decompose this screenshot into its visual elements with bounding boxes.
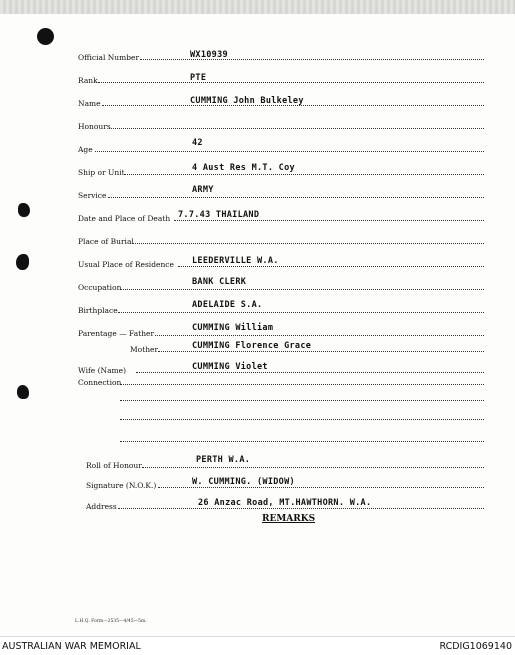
punch-hole-mark <box>37 28 54 45</box>
dotted-line <box>118 508 484 509</box>
service-row <box>78 185 484 199</box>
honours-label: Honours <box>78 121 111 131</box>
service-value: ARMY <box>192 184 214 195</box>
occupation-row <box>78 277 484 291</box>
official-number-value: WX10939 <box>190 49 228 60</box>
signature-label: Signature (N.O.K.) <box>86 480 157 490</box>
mother-value: CUMMING Florence Grace <box>192 340 312 351</box>
honours-row <box>78 116 484 130</box>
roll-of-honour-row <box>86 455 484 469</box>
dotted-line <box>98 82 484 83</box>
dotted-line <box>120 289 484 290</box>
father-value: CUMMING William <box>192 322 274 333</box>
usual-residence-label: Usual Place of Residence <box>78 259 174 269</box>
birthplace-row <box>78 300 484 314</box>
dotted-line <box>133 243 484 244</box>
usual-residence-row <box>78 254 484 268</box>
rank-value: PTE <box>190 72 207 83</box>
dotted-line <box>158 487 484 488</box>
dotted-line <box>174 220 484 221</box>
dotted-line <box>158 351 484 352</box>
remarks-heading: REMARKS <box>262 514 316 524</box>
date-place-death-value: 7.7.43 THAILAND <box>178 209 260 220</box>
service-label: Service <box>78 190 107 200</box>
signature-row <box>86 475 484 489</box>
birthplace-label: Birthplace <box>78 305 118 315</box>
blank-dotted-line <box>120 419 484 420</box>
dotted-line <box>109 128 484 129</box>
dotted-line <box>124 174 484 175</box>
name-row <box>78 93 484 107</box>
punch-hole-mark <box>16 254 29 270</box>
name-value: CUMMING John Bulkeley <box>190 95 304 106</box>
roll-of-honour-label: Roll of Honour <box>86 460 142 470</box>
age-row <box>78 139 484 153</box>
date-place-death-row <box>78 208 484 222</box>
rank-row <box>78 70 484 84</box>
connection-row <box>78 372 484 386</box>
place-of-burial-row <box>78 231 484 245</box>
dotted-line <box>95 151 484 152</box>
dotted-line <box>120 384 484 385</box>
occupation-value: BANK CLERK <box>192 276 247 287</box>
place-of-burial-label: Place of Burial <box>78 236 134 246</box>
ship-or-unit-label: Ship or Unit <box>78 167 125 177</box>
footer-record-id: RCDIG1069140 <box>439 641 512 652</box>
footer-archive-name: AUSTRALIAN WAR MEMORIAL <box>2 641 141 652</box>
address-label: Address <box>86 501 117 511</box>
mother-row <box>130 339 484 353</box>
father-label: Parentage — Father <box>78 328 155 338</box>
signature-value: W. CUMMING. (WIDOW) <box>192 476 295 487</box>
roll-of-honour-value: PERTH W.A. <box>196 454 251 465</box>
dotted-line <box>155 335 484 336</box>
punch-hole-mark <box>18 203 30 217</box>
dotted-line <box>108 197 484 198</box>
scan-edge-strip <box>0 0 515 14</box>
occupation-label: Occupation <box>78 282 122 292</box>
usual-residence-value: LEEDERVILLE W.A. <box>192 255 279 266</box>
wife-label: Wife (Name) <box>78 365 127 375</box>
form-code: L.H.Q. Form—2535—4/45—5m. <box>75 619 147 624</box>
ship-or-unit-row <box>78 162 484 176</box>
connection-label: Connection <box>78 377 122 387</box>
dotted-line <box>142 467 484 468</box>
mother-label: Mother <box>130 344 159 354</box>
address-value: 26 Anzac Road, MT.HAWTHORN. W.A. <box>198 497 372 508</box>
ship-or-unit-value: 4 Aust Res M.T. Coy <box>192 162 295 173</box>
dotted-line <box>178 266 484 267</box>
official-number-row <box>78 47 484 61</box>
address-row <box>86 496 484 510</box>
date-place-death-label: Date and Place of Death <box>78 213 171 223</box>
age-label: Age <box>78 144 93 154</box>
age-value: 42 <box>192 137 203 148</box>
blank-dotted-line <box>120 400 484 401</box>
punch-hole-mark <box>17 385 29 399</box>
wife-value: CUMMING Violet <box>192 361 268 372</box>
name-label: Name <box>78 98 101 108</box>
birthplace-value: ADELAIDE S.A. <box>192 299 263 310</box>
rank-label: Rank <box>78 75 98 85</box>
father-row <box>78 323 484 337</box>
official-number-label: Official Number <box>78 52 140 62</box>
blank-dotted-line <box>120 441 484 442</box>
dotted-line <box>118 312 484 313</box>
